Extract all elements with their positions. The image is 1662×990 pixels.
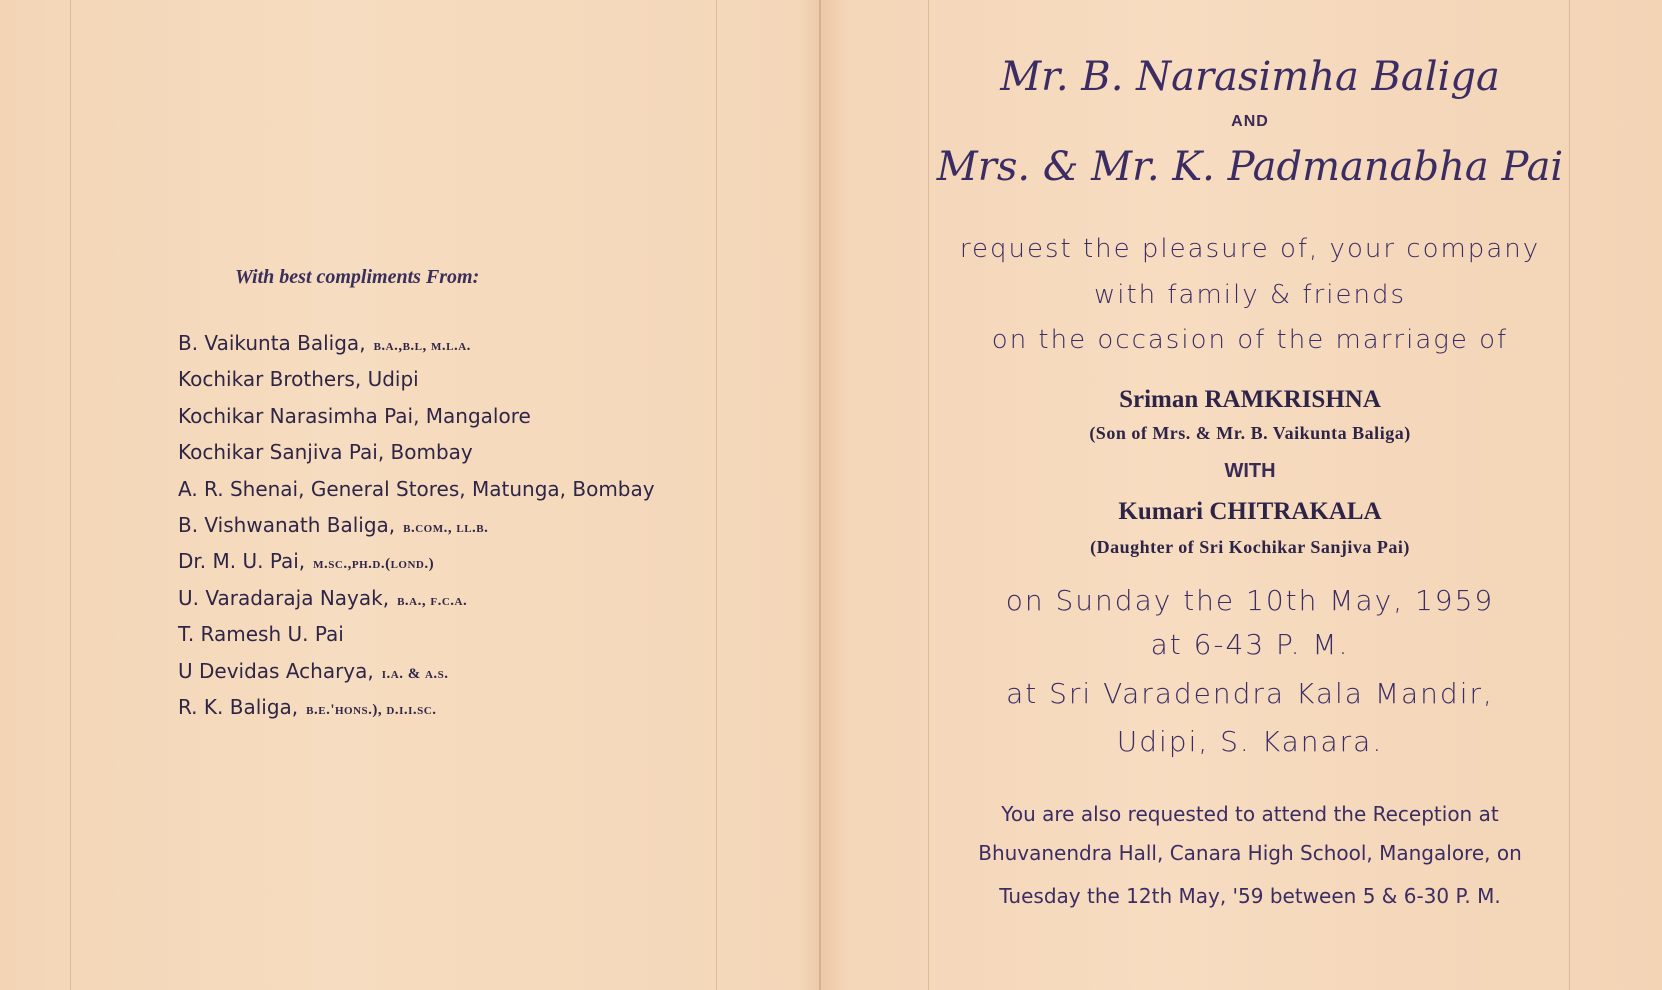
request-line: with family & friends: [1093, 280, 1407, 310]
reception-line: Bhuvanendra Hall, Canara High School, Mangalore, on: [978, 841, 1522, 865]
compliment-entry: [178, 659, 449, 683]
groom-parent: (Son of Mrs. & Mr. B. Vaikunta Baliga): [1089, 423, 1411, 443]
bride-parent: (Daughter of Sri Kochikar Sanjiva Pai): [1090, 537, 1410, 557]
compliment-name: Kochikar Narasimha Pai, Mangalore: [178, 403, 531, 428]
compliment-entry: [178, 367, 419, 391]
compliment-degree: b.a.,b.l, m.l.a.: [373, 338, 471, 354]
request-line: on the occasion of the marriage of: [991, 325, 1509, 355]
compliment-entry: [178, 586, 467, 610]
compliment-degree: b.a., f.c.a.: [397, 592, 468, 609]
event-line: on Sunday the 10th May, 1959: [1005, 584, 1495, 617]
page-edge: [70, 0, 71, 990]
compliment-name: R. K. Baliga,: [178, 695, 299, 719]
reception-line: You are also requested to attend the Reception at: [1001, 802, 1499, 826]
compliment-degree: b.com., ll.b.: [403, 520, 489, 536]
event-line: at 6-43 P. M.: [1150, 628, 1350, 661]
with-text: WITH: [1224, 460, 1276, 482]
and-text: AND: [1231, 113, 1269, 130]
compliment-entry: [178, 404, 531, 428]
compliment-degree: i.a. & a.s.: [381, 665, 449, 682]
compliment-entry: [178, 477, 655, 501]
compliment-name: T. Ramesh U. Pai: [178, 622, 344, 647]
compliment-entry: [178, 695, 436, 719]
event-line: Udipi, S. Kanara.: [1116, 725, 1384, 758]
compliment-degree: m.sc.,ph.d.(lond.): [313, 556, 435, 573]
compliment-name: A. R. Shenai, General Stores, Matunga, Bombay: [178, 476, 655, 501]
page-edge: [928, 0, 929, 990]
compliment-entry: [178, 622, 344, 646]
center-fold: [819, 0, 821, 990]
reception-line: Tuesday the 12th May, '59 between 5 & 6-30 P. M.: [999, 884, 1501, 908]
host-2: Mrs. & Mr. K. Padmanabha Pai: [936, 144, 1564, 190]
compliment-name: U. Varadaraja Nayak,: [178, 585, 390, 610]
request-line: request the pleasure of, your company: [959, 234, 1541, 264]
page-edge: [716, 0, 717, 990]
compliment-name: Kochikar Brothers, Udipi: [178, 367, 419, 392]
compliment-degree: b.e.'hons.), d.i.i.sc.: [306, 702, 437, 718]
compliment-entry: [178, 440, 473, 464]
compliment-entry: [178, 331, 471, 355]
compliment-entry: [178, 549, 434, 573]
compliment-entry: [178, 513, 488, 537]
event-line: at Sri Varadendra Kala Mandir,: [1006, 677, 1494, 710]
compliment-name: Dr. M. U. Pai,: [178, 549, 306, 574]
groom-name: Sriman RAMKRISHNA: [1119, 386, 1381, 413]
bride-name: Kumari CHITRAKALA: [1118, 498, 1382, 525]
compliment-name: B. Vaikunta Baliga,: [178, 331, 366, 355]
compliments-heading: With best compliments From:: [235, 266, 480, 288]
compliment-name: U Devidas Acharya,: [178, 658, 374, 683]
compliment-name: B. Vishwanath Baliga,: [178, 513, 396, 537]
host-1: Mr. B. Narasimha Baliga: [1000, 54, 1500, 100]
compliment-name: Kochikar Sanjiva Pai, Bombay: [178, 440, 473, 465]
